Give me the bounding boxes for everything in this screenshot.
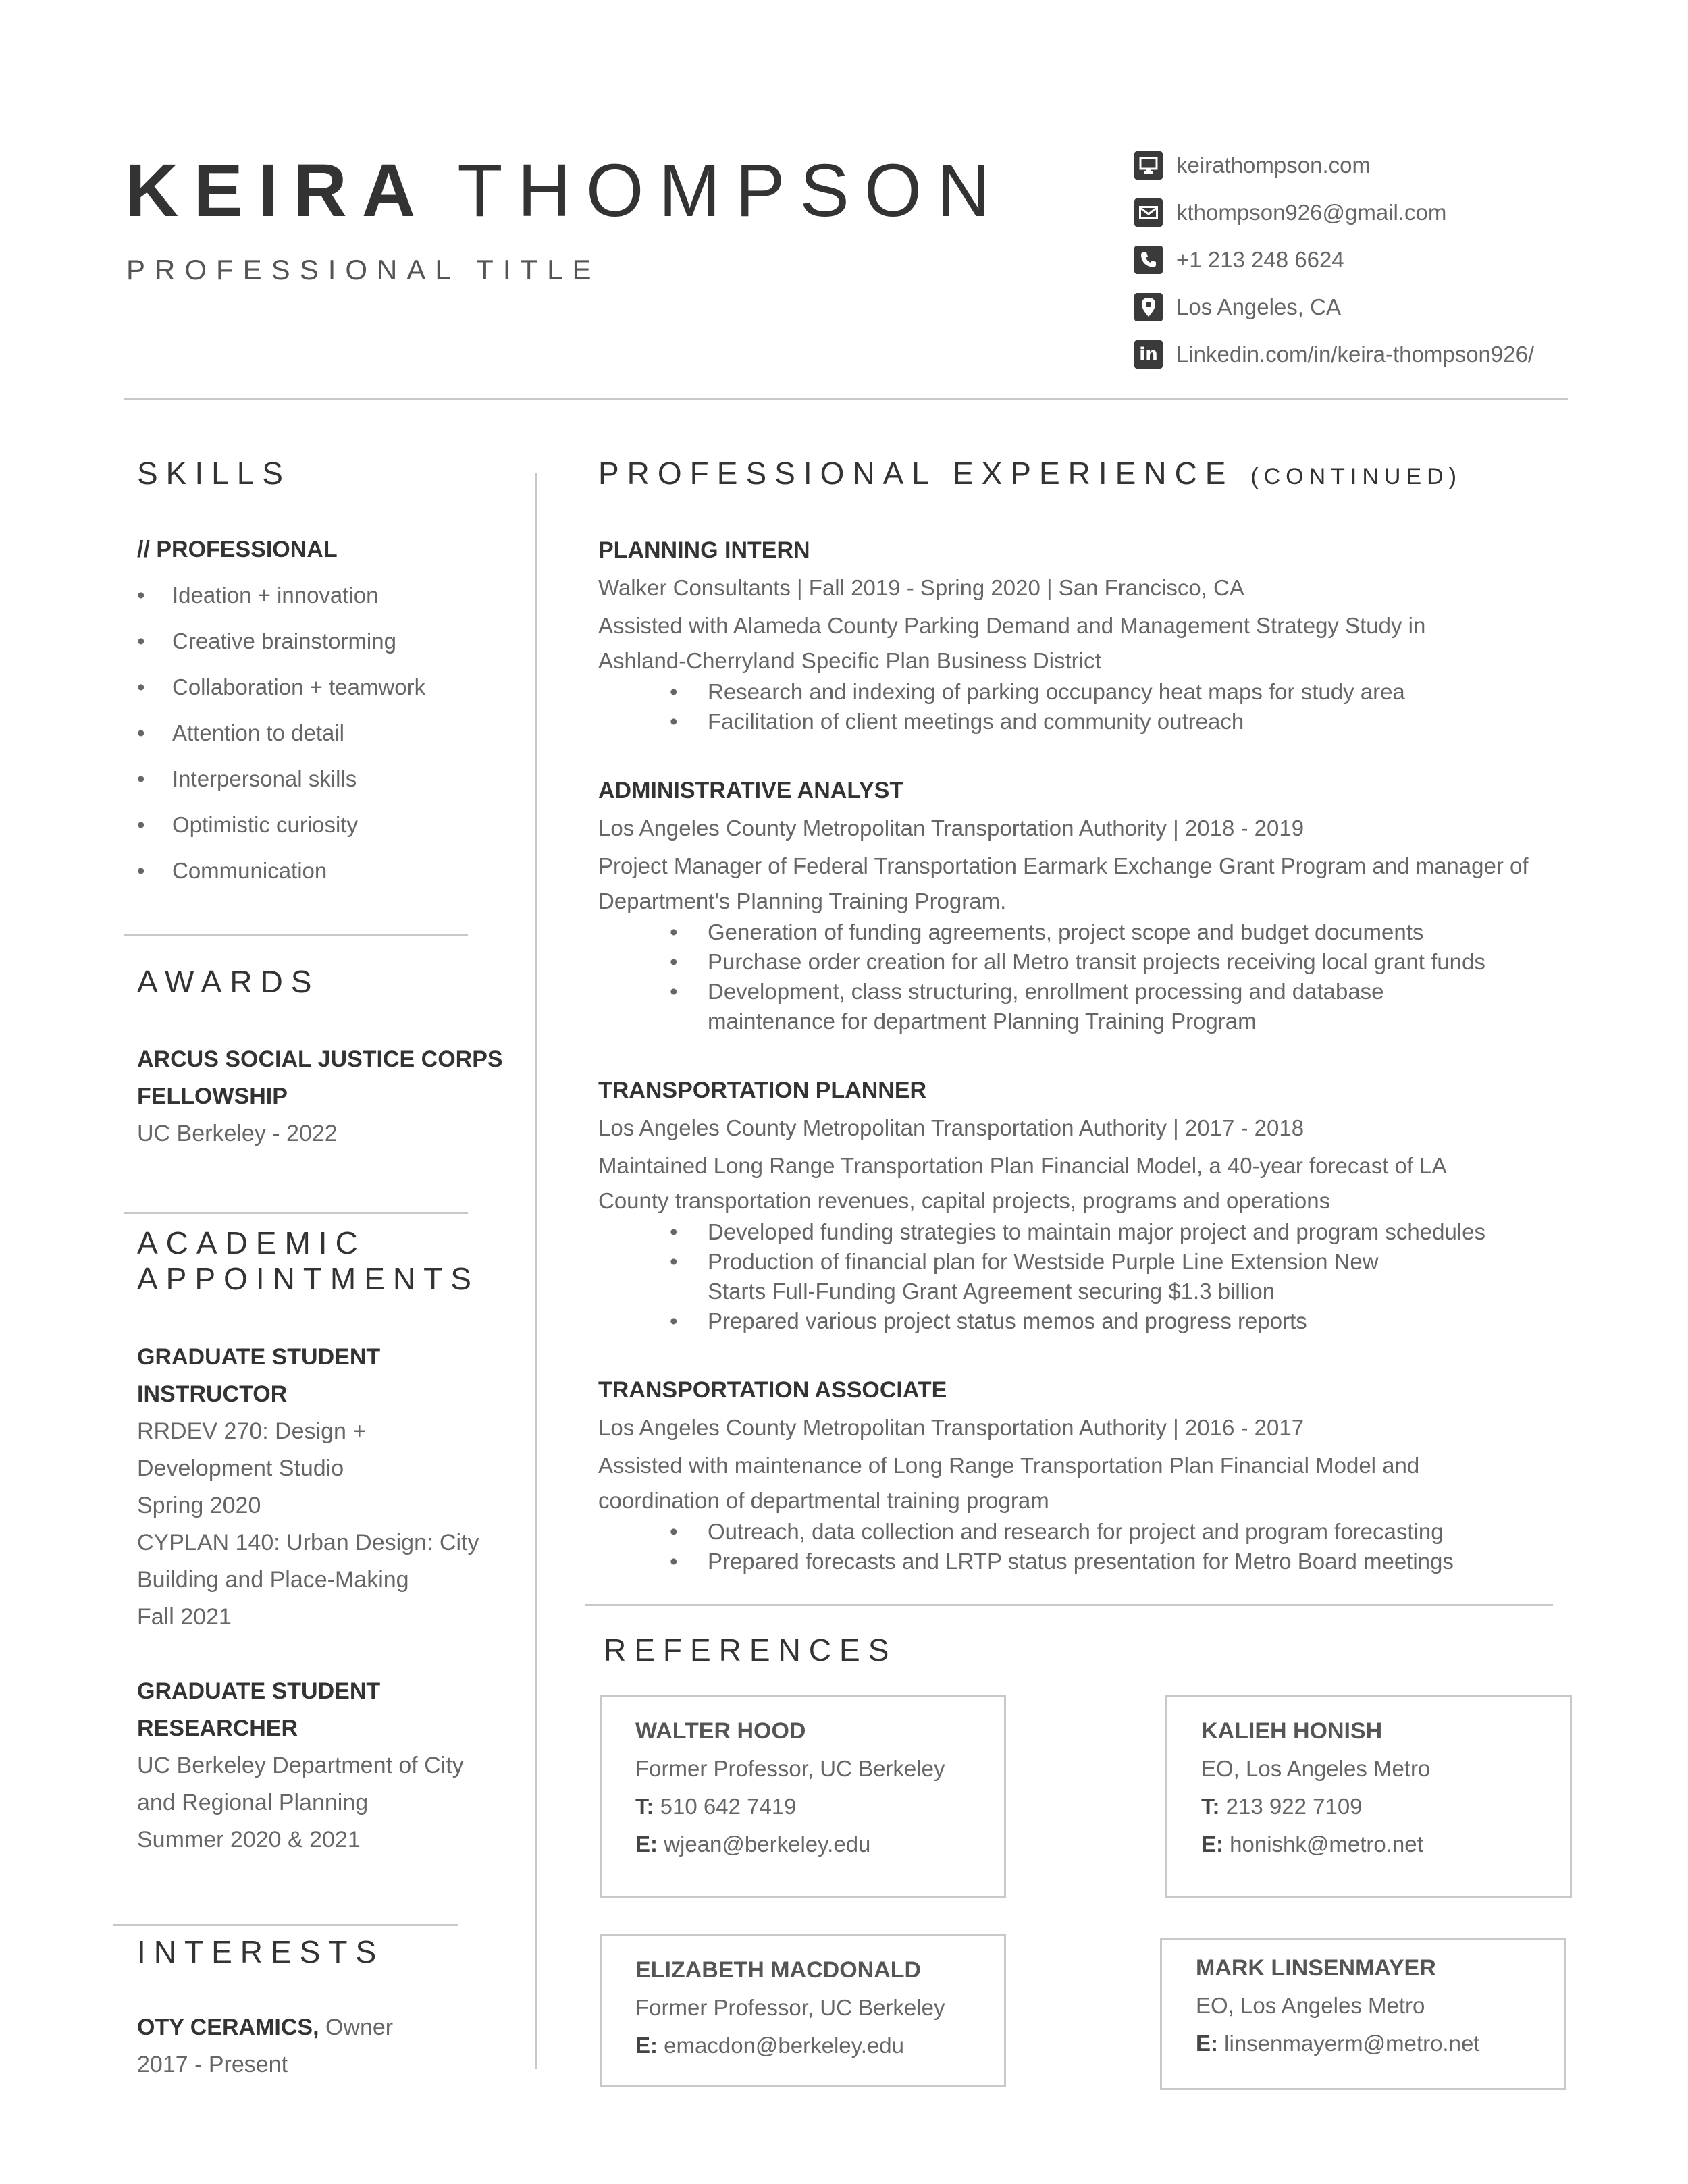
job-desc: Department's Planning Training Program. <box>598 888 1007 913</box>
interest-dates: 2017 - Present <box>137 2052 288 2077</box>
skills-subheading: // PROFESSIONAL <box>137 537 338 562</box>
list-item: • Generation of funding agreements, project scope and budget documents <box>598 917 1557 947</box>
email-value: emacdon@berkeley.edu <box>658 2033 904 2058</box>
reference-email <box>635 2027 1004 2065</box>
award-entry <box>137 1041 503 1152</box>
email-label: E: <box>635 1832 658 1857</box>
experience-heading-suffix: (CONTINUED) <box>1250 464 1462 489</box>
job-meta: Los Angeles County Metropolitan Transportation Authority | 2018 - 2019 <box>598 816 1304 841</box>
experience-heading-text: PROFESSIONAL EXPERIENCE <box>598 456 1234 491</box>
reference-phone <box>1201 1788 1570 1826</box>
reference-role: Former Professor, UC Berkeley <box>635 1756 945 1781</box>
skills-list <box>137 572 425 894</box>
job-bullets <box>598 917 1557 1036</box>
professional-title: PROFESSIONAL TITLE <box>126 254 601 286</box>
contact-linkedin[interactable] <box>1134 331 1534 378</box>
reference-card <box>600 1934 1006 2087</box>
award-detail: UC Berkeley - 2022 <box>137 1121 338 1146</box>
reference-role: EO, Los Angeles Metro <box>1196 1993 1425 2018</box>
job-entry <box>598 1371 1557 1576</box>
appointment-line: CYPLAN 140: Urban Design: City <box>137 1530 479 1555</box>
contact-location-text: Los Angeles, CA <box>1176 294 1341 319</box>
list-item: • Ideation + innovation <box>137 572 425 618</box>
contact-list <box>1134 142 1534 378</box>
awards-divider <box>124 1212 468 1214</box>
list-item: • Interpersonal skills <box>137 756 425 802</box>
job-desc: Assisted with maintenance of Long Range Transportation Plan Financial Model and <box>598 1453 1420 1478</box>
reference-email <box>1196 2025 1564 2062</box>
job-meta: Walker Consultants | Fall 2019 - Spring 2020 | San Francisco, CA <box>598 575 1244 600</box>
appointment-line: and Regional Planning <box>137 1790 369 1815</box>
experience-divider <box>585 1604 1553 1606</box>
candidate-name <box>125 149 1005 232</box>
reference-name: WALTER HOOD <box>635 1718 806 1744</box>
interest-title-line <box>137 2009 393 2046</box>
appointment-line: Summer 2020 & 2021 <box>137 1827 361 1853</box>
references-heading: REFERENCES <box>604 1632 897 1668</box>
phone-value: 510 642 7419 <box>654 1794 797 1819</box>
contact-linkedin-text: Linkedin.com/in/keira-thompson926/ <box>1176 342 1535 367</box>
reference-name: ELIZABETH MACDONALD <box>635 1957 922 1983</box>
appointment-title: GRADUATE STUDENT <box>137 1678 381 1704</box>
last-name: THOMPSON <box>457 149 1005 232</box>
reference-card <box>1165 1695 1572 1898</box>
appointment-line: Spring 2020 <box>137 1493 261 1518</box>
job-entry <box>598 772 1557 1036</box>
reference-role: Former Professor, UC Berkeley <box>635 1995 945 2020</box>
appointment-line: UC Berkeley Department of City <box>137 1753 464 1778</box>
job-desc: County transportation revenues, capital projects, programs and operations <box>598 1188 1331 1213</box>
award-title-cont: FELLOWSHIP <box>137 1084 288 1109</box>
contact-website-text: keirathompson.com <box>1176 153 1371 178</box>
academic-heading-line2: APPOINTMENTS <box>137 1260 479 1296</box>
phone-icon <box>1134 246 1163 274</box>
list-item: • Purchase order creation for all Metro transit projects receiving local grant funds <box>598 947 1557 977</box>
monitor-icon <box>1134 151 1163 180</box>
reference-phone <box>635 1788 1004 1826</box>
award-title: ARCUS SOCIAL JUSTICE CORPS <box>137 1046 503 1072</box>
appointment-line: Fall 2021 <box>137 1604 232 1630</box>
email-label: E: <box>1196 2031 1218 2056</box>
experience-heading <box>598 456 1462 491</box>
interest-entry <box>137 2009 393 2083</box>
list-item: • Production of financial plan for Westside Purple Line Extension New Starts Full-Funding Grant Agreement securing $1.3 billion <box>598 1247 1557 1306</box>
reference-card <box>1160 1938 1566 2090</box>
reference-role: EO, Los Angeles Metro <box>1201 1756 1431 1781</box>
appointment-title: GRADUATE STUDENT <box>137 1344 381 1370</box>
job-desc: Ashland-Cherryland Specific Plan Business District <box>598 648 1101 673</box>
academic-heading-line1: ACADEMIC <box>137 1225 366 1260</box>
list-item: • Creative brainstorming <box>137 618 425 664</box>
academic-divider <box>113 1924 458 1926</box>
contact-website[interactable] <box>1134 142 1534 189</box>
column-divider <box>535 473 537 2069</box>
phone-label: T: <box>1201 1794 1220 1819</box>
skills-heading: SKILLS <box>137 456 291 491</box>
header-divider <box>124 398 1568 400</box>
contact-email[interactable] <box>1134 189 1534 236</box>
job-desc: Assisted with Alameda County Parking Demand and Management Strategy Study in <box>598 613 1426 638</box>
contact-phone-text: +1 213 248 6624 <box>1176 247 1344 272</box>
phone-value: 213 922 7109 <box>1219 1794 1363 1819</box>
interest-name: OTY CERAMICS, <box>137 2015 319 2040</box>
job-desc: Project Manager of Federal Transportation Earmark Exchange Grant Program and manager of <box>598 853 1529 878</box>
job-title: TRANSPORTATION PLANNER <box>598 1077 927 1103</box>
job-title: TRANSPORTATION ASSOCIATE <box>598 1377 947 1403</box>
first-name: KEIRA <box>125 149 431 232</box>
email-label: E: <box>1201 1832 1223 1857</box>
academic-heading <box>137 1225 479 1297</box>
list-item: • Communication <box>137 848 425 894</box>
appointment-entry <box>137 1339 479 1636</box>
skills-divider <box>124 934 468 936</box>
list-item: • Prepared various project status memos and progress reports <box>598 1306 1557 1336</box>
appointment-line: Building and Place-Making <box>137 1567 409 1593</box>
job-title: PLANNING INTERN <box>598 537 810 563</box>
job-meta: Los Angeles County Metropolitan Transportation Authority | 2016 - 2017 <box>598 1415 1304 1440</box>
job-desc: coordination of departmental training program <box>598 1488 1049 1513</box>
job-desc: Maintained Long Range Transportation Plan Financial Model, a 40-year forecast of LA <box>598 1153 1447 1178</box>
contact-email-text: kthompson926@gmail.com <box>1176 200 1447 225</box>
email-value: linsenmayerm@metro.net <box>1218 2031 1480 2056</box>
awards-heading: AWARDS <box>137 964 320 999</box>
appointment-title-cont: INSTRUCTOR <box>137 1381 288 1407</box>
list-item: • Prepared forecasts and LRTP status presentation for Metro Board meetings <box>598 1547 1557 1576</box>
interests-heading: INTERESTS <box>137 1934 385 1969</box>
list-item: • Collaboration + teamwork <box>137 664 425 710</box>
job-bullets <box>598 1517 1557 1576</box>
linkedin-icon: in <box>1134 340 1163 369</box>
reference-email <box>635 1826 1004 1863</box>
list-item: • Outreach, data collection and research for project and program forecasting <box>598 1517 1557 1547</box>
interest-role: Owner <box>319 2015 394 2040</box>
job-entry <box>598 531 1557 737</box>
job-title: ADMINISTRATIVE ANALYST <box>598 778 904 803</box>
list-item: • Research and indexing of parking occupancy heat maps for study area <box>598 677 1557 707</box>
contact-location <box>1134 284 1534 331</box>
reference-card <box>600 1695 1006 1898</box>
location-pin-icon <box>1134 293 1163 321</box>
list-item: • Developed funding strategies to maintain major project and program schedules <box>598 1217 1557 1247</box>
email-label: E: <box>635 2033 658 2058</box>
phone-label: T: <box>635 1794 654 1819</box>
job-bullets <box>598 1217 1557 1336</box>
reference-email <box>1201 1826 1570 1863</box>
list-item: • Development, class structuring, enrollment processing and database maintenance for department Planning Training Program <box>598 977 1557 1036</box>
job-entry <box>598 1071 1557 1336</box>
envelope-icon <box>1134 198 1163 227</box>
job-meta: Los Angeles County Metropolitan Transportation Authority | 2017 - 2018 <box>598 1115 1304 1140</box>
list-item: • Optimistic curiosity <box>137 802 425 848</box>
job-bullets <box>598 677 1557 737</box>
appointment-entry <box>137 1673 464 1859</box>
list-item: • Attention to detail <box>137 710 425 756</box>
reference-name: MARK LINSENMAYER <box>1196 1955 1436 1981</box>
email-value: honishk@metro.net <box>1223 1832 1423 1857</box>
contact-phone[interactable] <box>1134 236 1534 284</box>
list-item: • Facilitation of client meetings and community outreach <box>598 707 1557 737</box>
email-value: wjean@berkeley.edu <box>658 1832 871 1857</box>
appointment-line: Development Studio <box>137 1456 344 1481</box>
appointment-title-cont: RESEARCHER <box>137 1715 298 1741</box>
appointment-line: RRDEV 270: Design + <box>137 1418 367 1444</box>
reference-name: KALIEH HONISH <box>1201 1718 1383 1744</box>
